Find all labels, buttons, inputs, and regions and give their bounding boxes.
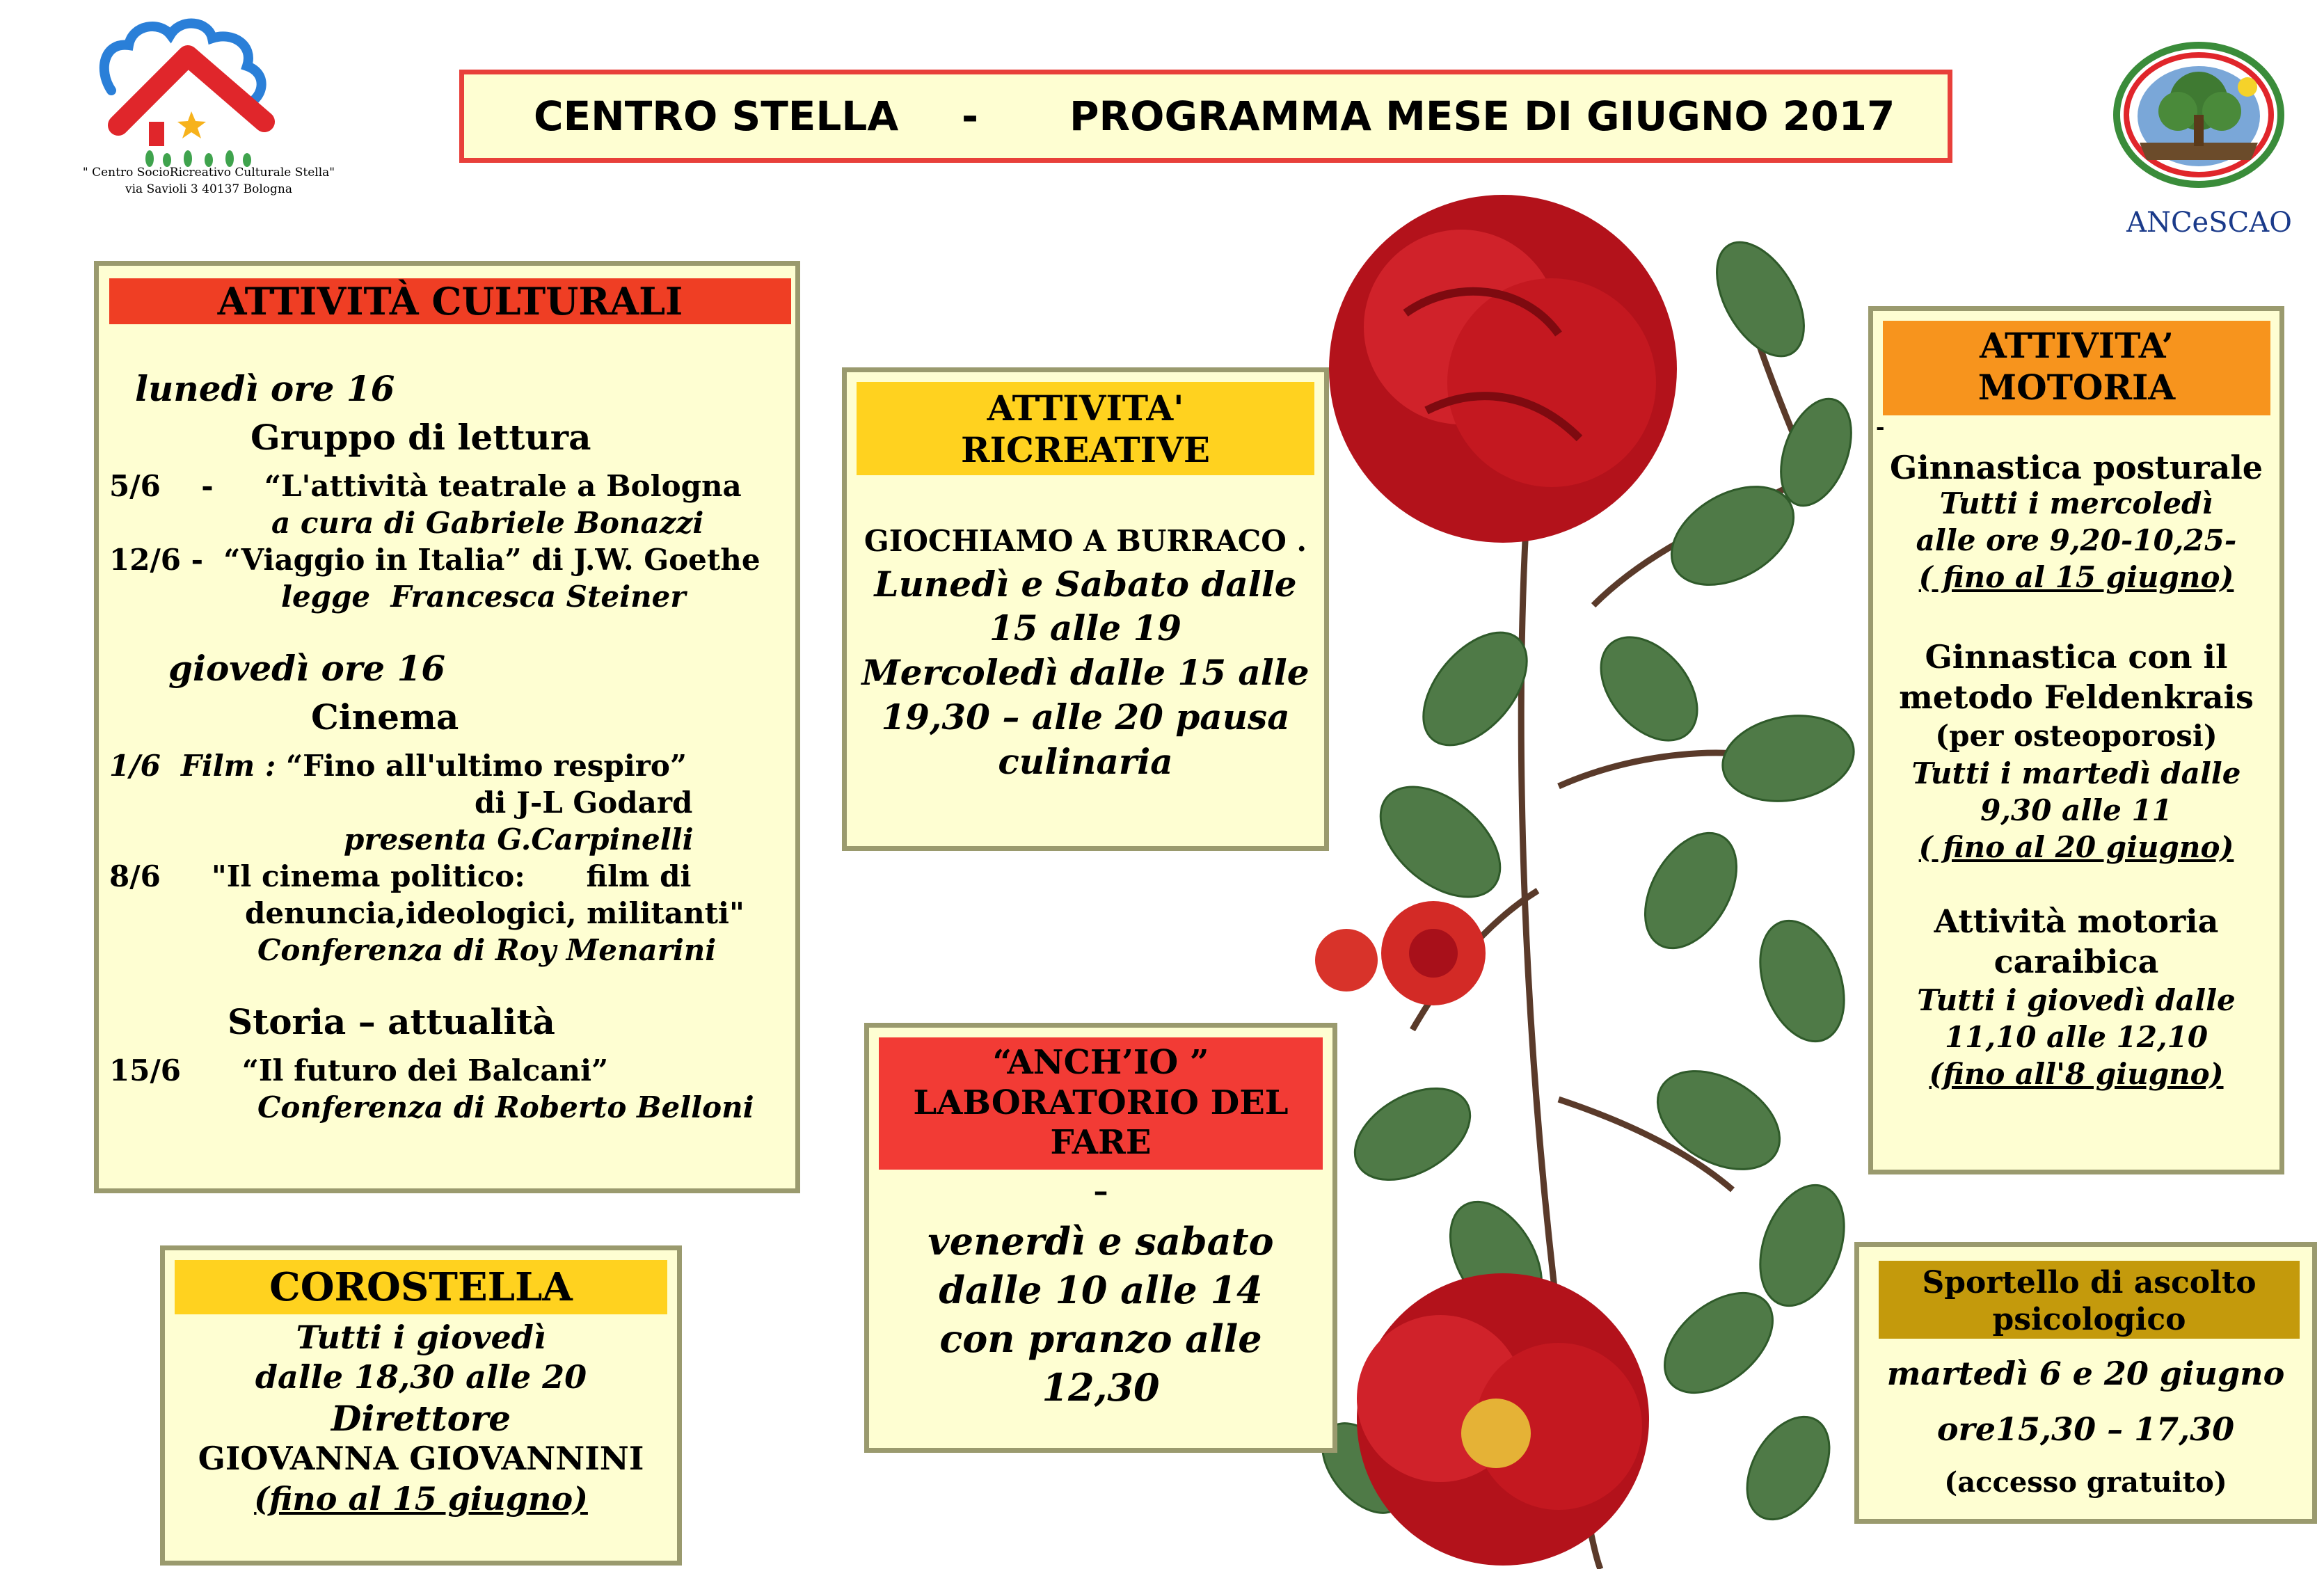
choir-box [160,1245,682,1566]
event-1-6-presenter: presenta G.Carpinelli [344,822,694,857]
event-12-6: 12/6 - “Viaggio in Italia” di J.W. Goethe [109,543,761,577]
counseling-box [1854,1242,2317,1524]
posture-gym-l3: ( fino al 15 giugno) [1918,560,2234,594]
choir-l3: Direttore [331,1398,511,1439]
banner-dash: - [962,93,979,140]
cultural-activities-title: ATTIVITÀ CULTURALI [109,278,791,324]
workshop-title-2: LABORATORIO DEL [913,1083,1289,1122]
burraco-schedule-3: Mercoledì dalle 15 alle [861,652,1310,693]
event-8-6-speaker: Conferenza di Roy Menarini [257,933,717,967]
choir-director: GIOVANNA GIOVANNINI [198,1440,644,1477]
recreational-title-1: ATTIVITA' [987,388,1184,429]
motor-title-1: ATTIVITA’ [1979,325,2174,366]
recreational-activities-box [842,367,1329,851]
choir-l5: (fino al 15 giugno) [254,1480,588,1518]
workshop-schedule-4: 12,30 [1042,1365,1160,1410]
workshop-box [864,1023,1337,1453]
feldenkrais-sub: (per osteoporosi) [1935,719,2218,753]
recreational-title-2: RICREATIVE [961,429,1210,470]
workshop-schedule-2: dalle 10 alle 14 [939,1268,1263,1312]
history-title: Storia – attualità [228,1001,555,1042]
ancescao-label: ANCeSCAO [2126,207,2292,239]
event-8-6: 8/6 "Il cinema politico: film di [109,859,692,893]
event-8-6-subtitle: denuncia,ideologici, militanti" [245,896,745,930]
caribbean-l2: 11,10 alle 12,10 [1944,1020,2208,1054]
counseling-title-1: Sportello di ascolto [1922,1265,2257,1300]
feldenkrais-title-1: Ginnastica con il [1925,638,2228,676]
feldenkrais-l3: ( fino al 20 giugno) [1918,830,2234,864]
counseling-title-2: psicologico [1992,1301,2186,1337]
ancescao-logo [2105,38,2321,240]
reading-group-title: Gruppo di lettura [250,417,591,458]
feldenkrais-l2: 9,30 alle 11 [1980,793,2172,827]
motor-mark: - [1876,415,1885,440]
choir-l2: dalle 18,30 alle 20 [255,1358,587,1396]
event-5-6-curator: a cura di Gabriele Bonazzi [271,506,704,540]
counseling-title [1879,1261,2300,1339]
counseling-free: (accesso gratuito) [1944,1466,2227,1499]
monday-time: lunedì ore 16 [135,368,395,409]
motor-activities-title [1883,321,2270,415]
center-stella-logo [83,7,376,167]
motor-activities-box [1868,306,2284,1174]
feldenkrais-title-2: metodo Feldenkrais [1899,678,2254,716]
caribbean-title-2: caraibica [1993,943,2159,980]
thursday-time: giovedì ore 16 [168,648,446,689]
burraco-schedule-2: 15 alle 19 [989,607,1182,648]
event-12-6-reader: legge Francesca Steiner [281,580,686,614]
cinema-title: Cinema [311,696,459,738]
workshop-dash: – [1093,1174,1108,1208]
event-15-6-speaker: Conferenza di Roberto Belloni [257,1090,754,1124]
counseling-hours: ore15,30 – 17,30 [1936,1410,2235,1448]
posture-gym-title: Ginnastica posturale [1889,449,2263,486]
motor-title-2: MOTORIA [1977,367,2176,408]
burraco-schedule-4: 19,30 – alle 20 pausa [881,696,1290,738]
choir-l1: Tutti i giovedì [296,1319,546,1356]
caribbean-l1: Tutti i giovedì dalle [1917,983,2236,1017]
house-logo-icon [90,7,299,167]
workshop-title-1: “ANCH’IO ” [992,1043,1209,1082]
feldenkrais-l1: Tutti i martedì dalle [1911,756,2241,790]
posture-gym-l1: Tutti i mercoledì [1939,486,2213,520]
burraco-title: GIOCHIAMO A BURRACO . [863,524,1307,558]
caribbean-title-1: Attività motoria [1934,902,2219,940]
org-name: CENTRO STELLA [534,93,899,140]
workshop-schedule-3: con pranzo alle [939,1316,1262,1361]
event-15-6: 15/6 “Il futuro dei Balcani” [109,1053,609,1088]
event-1-6-label: 1/6 Film : [109,749,276,783]
burraco-schedule-5: culinaria [998,741,1173,782]
workshop-title-3: FARE [1050,1123,1152,1163]
logo-caption-2: via Savioli 3 40137 Bologna [125,182,292,196]
counseling-dates: martedì 6 e 20 giugno [1886,1355,2285,1392]
posture-gym-l2: alle ore 9,20-10,25- [1916,523,2237,557]
cultural-activities-box [94,261,800,1193]
caribbean-l3: (fino all'8 giugno) [1929,1057,2224,1091]
event-1-6-director: di J-L Godard [475,786,693,820]
logo-caption-1: " Centro SocioRicreativo Culturale Stella" [82,166,335,180]
event-1-6 [109,747,687,785]
choir-title: COROSTELLA [175,1260,667,1314]
event-5-6: 5/6 - “L'attività teatrale a Bologna [109,469,742,503]
ancescao-emblem-icon [2112,38,2293,191]
program-title: PROGRAMMA MESE DI GIUGNO 2017 [1069,93,1895,140]
program-banner [459,70,1952,163]
workshop-title [879,1037,1323,1170]
workshop-schedule-1: venerdì e sabato [928,1219,1274,1264]
event-1-6-title: “Fino all'ultimo respiro” [276,749,687,783]
recreational-activities-title [857,382,1314,475]
burraco-schedule-1: Lunedì e Sabato dalle [874,564,1297,605]
